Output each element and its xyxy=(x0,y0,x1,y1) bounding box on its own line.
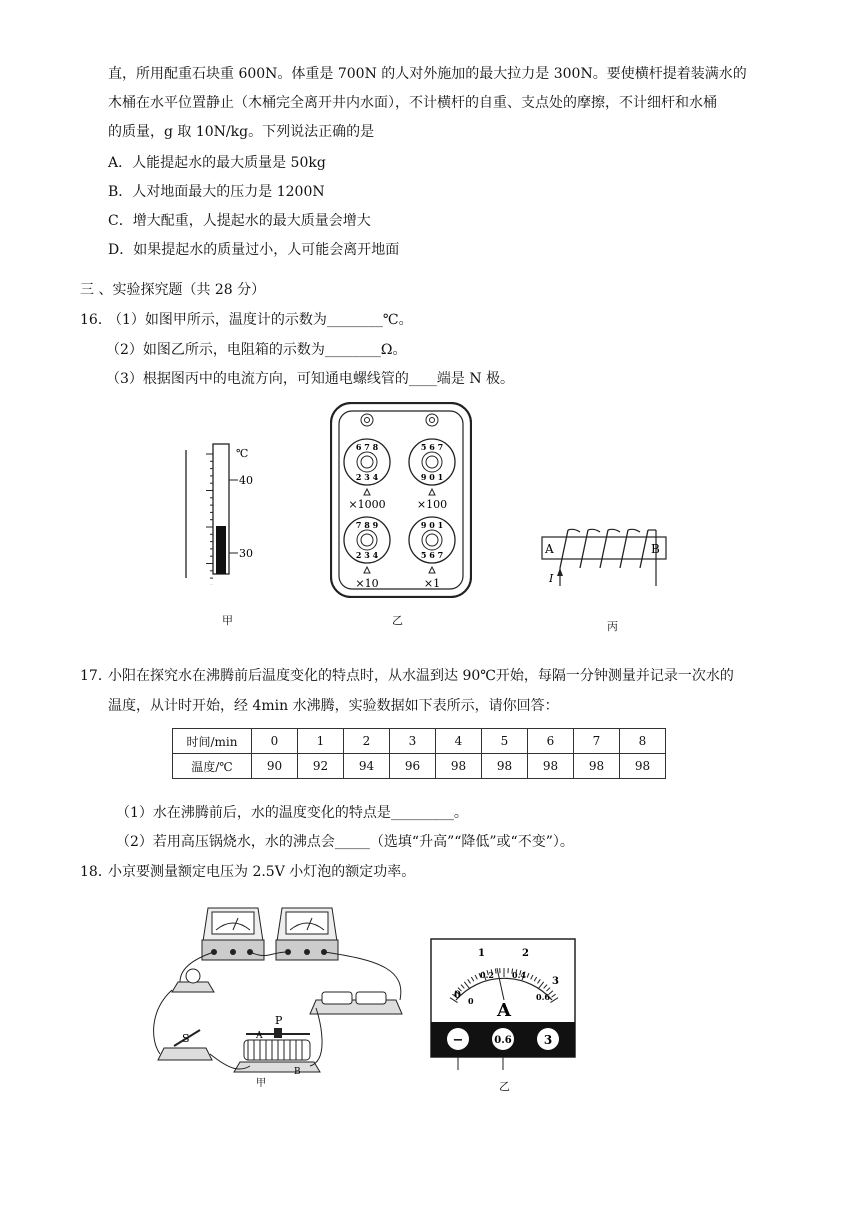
table-cell: 2 xyxy=(344,729,390,754)
table-cell: 5 xyxy=(482,729,528,754)
table-cell: 6 xyxy=(528,729,574,754)
q16-number: 16． xyxy=(80,312,112,328)
fig18-yi-caption: 乙 xyxy=(499,1080,510,1093)
q17-part1: （1）水在沸腾前后，水的温度变化的特点是_________。 xyxy=(116,805,468,821)
svg-text:9 0 1: 9 0 1 xyxy=(420,472,444,482)
q16-part1: （1）如图甲所示，温度计的示数为________℃。 xyxy=(108,312,413,328)
svg-text:2 3 4: 2 3 4 xyxy=(355,472,379,482)
scale-top-3: 3 xyxy=(552,976,559,987)
rheostat-end-a: A xyxy=(256,1031,263,1041)
dial-multiplier-1: ×1 xyxy=(423,577,441,590)
q16-part3: （3）根据图丙中的电流方向，可知通电螺线管的____端是 N 极。 xyxy=(106,371,515,387)
svg-text:6 7 8: 6 7 8 xyxy=(355,442,379,452)
q15-option-a: A．人能提起水的最大质量是 50kg xyxy=(108,155,326,171)
q15-text-line2: 木桶在水平位置静止（木桶完全离开井内水面），不计横杆的自重、支点处的摩擦，不计细杆和水桶 xyxy=(108,95,717,111)
table-cell: 3 xyxy=(390,729,436,754)
svg-text:5 6 7: 5 6 7 xyxy=(420,550,444,560)
dial-multiplier-10: ×10 xyxy=(355,577,379,590)
scale-bottom-02: 0.2 xyxy=(480,970,494,980)
table-cell: 98 xyxy=(436,754,482,779)
table-cell: 92 xyxy=(298,754,344,779)
table-cell: 98 xyxy=(482,754,528,779)
solenoid-figure xyxy=(532,526,672,588)
table-cell: 1 xyxy=(298,729,344,754)
terminal-3: 3 xyxy=(543,1033,553,1047)
thermometer-unit: ℃ xyxy=(236,447,249,460)
table-header-time: 时间/min xyxy=(173,729,252,754)
svg-text:5 6 7: 5 6 7 xyxy=(420,442,444,452)
table-cell: 8 xyxy=(620,729,666,754)
terminal-0-6: 0.6 xyxy=(494,1035,512,1046)
slider-label: P xyxy=(275,1014,283,1027)
q17-text-line1: 小阳在探究水在沸腾前后温度变化的特点时，从水温到达 90℃开始，每隔一分钟测量并记录一次水的 xyxy=(108,668,734,684)
fig18-jia-caption: 甲 xyxy=(256,1078,266,1089)
svg-text:7 8 9: 7 8 9 xyxy=(355,520,379,530)
table-row xyxy=(173,729,666,754)
scale-bottom-04: 0.4 xyxy=(512,970,526,980)
table-cell: 98 xyxy=(574,754,620,779)
dial-tick xyxy=(495,969,496,974)
circuit-figure xyxy=(150,900,412,1090)
q18-number: 18． xyxy=(80,864,112,880)
q17-part2: （2）若用高压锅烧水，水的沸点会_____（选填“升高”“降低”或“不变”）。 xyxy=(116,834,574,850)
scale-top-1: 1 xyxy=(478,948,485,959)
ammeter-dial-figure xyxy=(430,938,578,1070)
table-row xyxy=(173,754,666,779)
table-cell: 98 xyxy=(528,754,574,779)
table-cell: 4 xyxy=(436,729,482,754)
fig16-bing-caption: 丙 xyxy=(607,620,618,633)
bulb xyxy=(172,969,214,992)
q15-text-line3: 的质量，g 取 10N/kg。下列说法正确的是 xyxy=(108,124,375,140)
temperature-table xyxy=(172,728,666,779)
voltmeter xyxy=(202,908,264,960)
q17-number: 17． xyxy=(80,668,112,684)
rheostat xyxy=(234,1028,320,1072)
ammeter-unit: A xyxy=(497,1000,511,1021)
terminal-negative: − xyxy=(452,1033,464,1048)
fig16-jia-caption: 甲 xyxy=(222,614,233,627)
rheostat-end-b: B xyxy=(294,1067,301,1077)
fig16-yi-caption: 乙 xyxy=(392,614,403,627)
resistance-box-figure xyxy=(330,402,472,598)
table-cell: 96 xyxy=(390,754,436,779)
q16-part2: （2）如图乙所示，电阻箱的示数为________Ω。 xyxy=(106,342,407,358)
scale-top-2: 2 xyxy=(522,948,529,959)
q15-text-line1: 直，所用配重石块重 600N。体重是 700N 的人对外施加的最大拉力是 300N。要使横杆提着装满水的 xyxy=(108,66,747,82)
table-cell: 7 xyxy=(574,729,620,754)
scale-bottom-0: 0 xyxy=(468,996,474,1006)
q15-option-d: D．如果提起水的质量过小，人可能会离开地面 xyxy=(108,242,400,258)
q17-text-line2: 温度，从计时开始，经 4min 水沸腾，实验数据如下表所示，请你回答： xyxy=(108,698,559,714)
table-header-temperature: 温度/℃ xyxy=(173,754,252,779)
scale-bottom-06: 0.6 xyxy=(536,992,550,1002)
thermometer-figure xyxy=(176,440,266,585)
table-cell: 98 xyxy=(620,754,666,779)
section-title: 三 、实验探究题（共 28 分） xyxy=(80,282,266,298)
current-label: I xyxy=(549,572,554,585)
scale-top-0: 0 xyxy=(454,990,461,1001)
battery xyxy=(310,992,402,1014)
q15-option-b: B．人对地面最大的压力是 1200N xyxy=(108,184,325,200)
thermometer-tick-40: 40 xyxy=(239,474,253,487)
switch-label: S xyxy=(182,1032,190,1045)
table-cell: 90 xyxy=(252,754,298,779)
solenoid-end-b: B xyxy=(651,542,660,556)
svg-text:2 3 4: 2 3 4 xyxy=(355,550,379,560)
dial-multiplier-1000: ×1000 xyxy=(348,498,386,511)
table-cell: 0 xyxy=(252,729,298,754)
q15-option-c: C．增大配重，人提起水的最大质量会增大 xyxy=(108,213,371,229)
q18-text-line1: 小京要测量额定电压为 2.5V 小灯泡的额定功率。 xyxy=(108,864,416,880)
dial-multiplier-100: ×100 xyxy=(416,498,448,511)
table-cell: 94 xyxy=(344,754,390,779)
svg-text:9 0 1: 9 0 1 xyxy=(420,520,444,530)
solenoid-end-a: A xyxy=(545,542,554,556)
thermometer-tick-30: 30 xyxy=(239,547,253,560)
